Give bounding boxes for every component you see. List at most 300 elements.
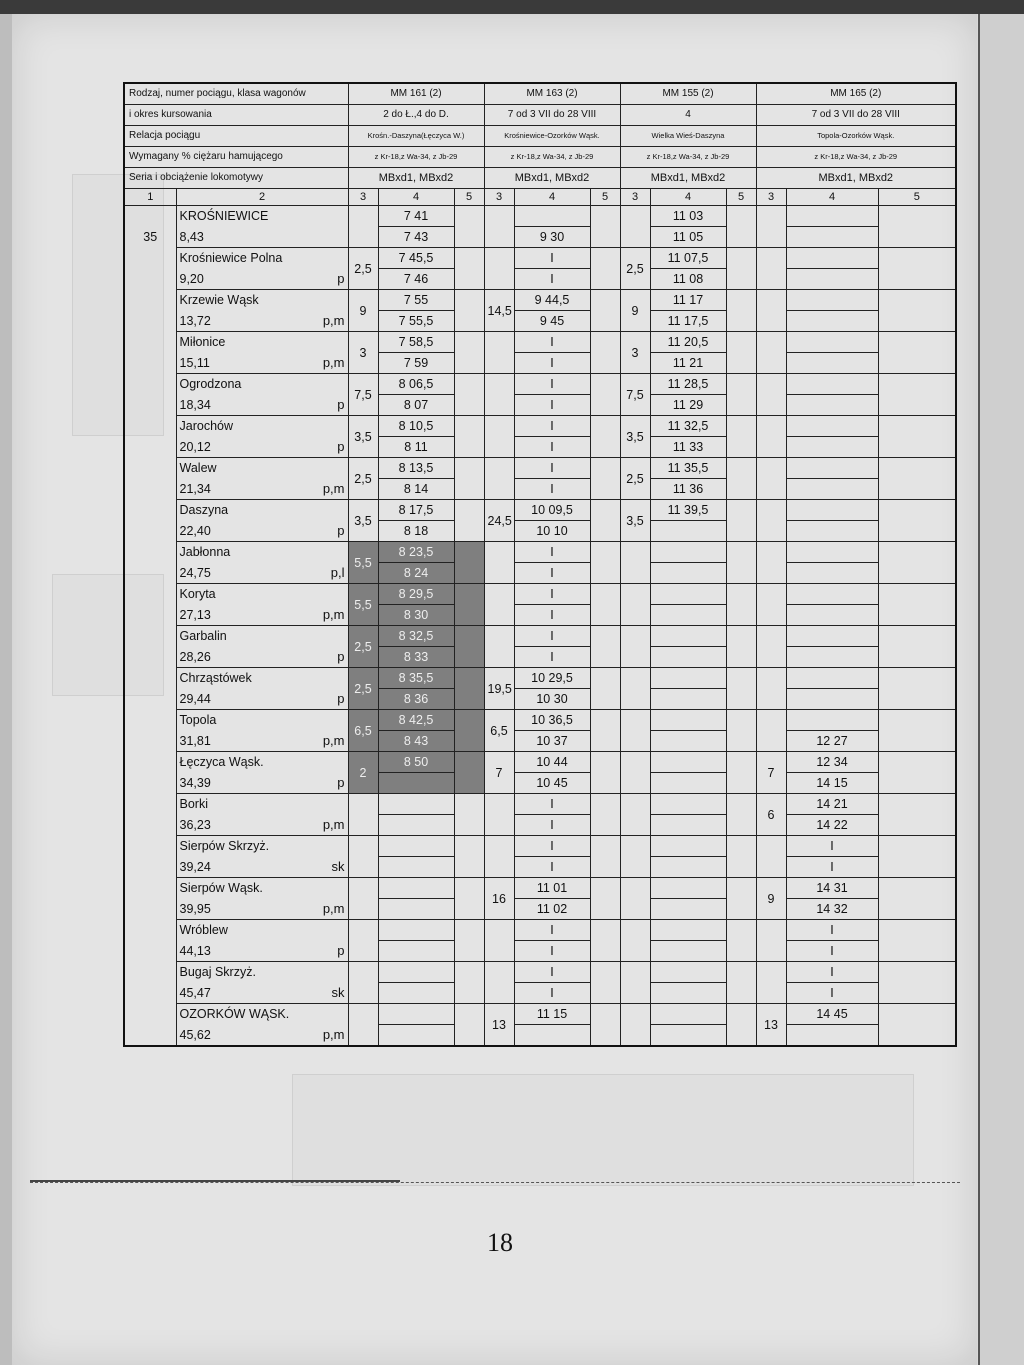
- header-label: Seria i obciążenie lokomotywy: [124, 168, 348, 189]
- remarks-cell: [878, 752, 956, 794]
- station-name: Walew: [176, 458, 348, 479]
- line-number-cell: [124, 626, 176, 647]
- line-number-cell: [124, 248, 176, 269]
- run-time: 13: [756, 1004, 786, 1047]
- table-row: [124, 1004, 956, 1025]
- station-km-value: 27,13: [179, 607, 211, 622]
- run-time: [620, 1004, 650, 1047]
- header-row: [124, 126, 956, 147]
- run-time: 14,5: [484, 290, 514, 332]
- arrival-time: 9 44,5: [514, 290, 590, 311]
- arrival-time: [378, 794, 454, 815]
- remarks-cell: [590, 710, 620, 752]
- scan-top-edge: [0, 0, 1024, 14]
- departure-time: [786, 227, 878, 248]
- departure-time: 10 37: [514, 731, 590, 752]
- remarks-cell: [878, 332, 956, 374]
- arrival-time: 11 32,5: [650, 416, 726, 437]
- station-name: Miłonice: [176, 332, 348, 353]
- run-time: [620, 668, 650, 710]
- line-number-cell: [124, 374, 176, 395]
- departure-time: [650, 857, 726, 878]
- arrival-time: [650, 668, 726, 689]
- arrival-time: [650, 878, 726, 899]
- remarks-cell: [590, 794, 620, 836]
- station-name: Jabłonna: [176, 542, 348, 563]
- arrival-time: [650, 584, 726, 605]
- station-km: [176, 647, 348, 668]
- line-number-cell: [124, 899, 176, 920]
- line-number-cell: [124, 1004, 176, 1025]
- remarks-cell: [590, 962, 620, 1004]
- remarks-cell: [590, 290, 620, 332]
- station-km: [176, 857, 348, 878]
- remarks-cell: [590, 752, 620, 794]
- departure-time: I: [514, 605, 590, 626]
- table-row: [124, 773, 956, 794]
- station-km-value: 44,13: [179, 943, 211, 958]
- arrival-time: 10 09,5: [514, 500, 590, 521]
- train-name: MM 165 (2): [756, 83, 956, 105]
- station-type: p,m: [322, 354, 345, 370]
- remarks-cell: [726, 458, 756, 500]
- remarks-cell: [726, 752, 756, 794]
- table-row: [124, 374, 956, 395]
- departure-time: [786, 689, 878, 710]
- station-type: sk: [331, 858, 345, 874]
- station-km: [176, 605, 348, 626]
- arrival-time: [514, 206, 590, 227]
- run-time: [756, 332, 786, 374]
- arrival-time: [378, 920, 454, 941]
- line-number-cell: [124, 836, 176, 857]
- departure-time: 8 30: [378, 605, 454, 626]
- line-number-cell: [124, 563, 176, 584]
- page-number: 18: [487, 1228, 513, 1257]
- run-time: 19,5: [484, 668, 514, 710]
- header-label: i okres kursowania: [124, 105, 348, 126]
- departure-time: I: [514, 857, 590, 878]
- station-name: Wróblew: [176, 920, 348, 941]
- table-row: [124, 311, 956, 332]
- departure-time: 8 43: [378, 731, 454, 752]
- remarks-cell: [590, 374, 620, 416]
- arrival-time: [786, 458, 878, 479]
- run-time: [348, 920, 378, 962]
- departure-time: I: [786, 857, 878, 878]
- line-number-cell: [124, 752, 176, 773]
- line-number-cell: [124, 1025, 176, 1047]
- table-row: [124, 332, 956, 353]
- remarks-cell: [726, 626, 756, 668]
- arrival-time: I: [514, 458, 590, 479]
- train-relation: Krośn.-Daszyna(Łęczyca W.): [348, 126, 484, 147]
- arrival-time: [650, 962, 726, 983]
- station-name: Garbalin: [176, 626, 348, 647]
- departure-time: 9 30: [514, 227, 590, 248]
- departure-time: [650, 605, 726, 626]
- arrival-time: I: [514, 248, 590, 269]
- run-time: [484, 584, 514, 626]
- remarks-cell: [590, 416, 620, 458]
- remarks-cell: [454, 332, 484, 374]
- arrival-time: 7 45,5: [378, 248, 454, 269]
- run-time: [756, 458, 786, 500]
- run-time: [756, 962, 786, 1004]
- column-number: 4: [378, 189, 454, 206]
- line-number-cell: [124, 290, 176, 311]
- remarks-cell: [454, 290, 484, 332]
- arrival-time: 8 32,5: [378, 626, 454, 647]
- arrival-time: 14 45: [786, 1004, 878, 1025]
- departure-time: 8 18: [378, 521, 454, 542]
- table-row: [124, 248, 956, 269]
- station-km-value: 22,40: [179, 523, 211, 538]
- departure-time: 11 29: [650, 395, 726, 416]
- run-time: 2,5: [348, 626, 378, 668]
- table-row: [124, 206, 956, 227]
- station-name: Chrząstówek: [176, 668, 348, 689]
- line-number-cell: [124, 689, 176, 710]
- arrival-time: [786, 542, 878, 563]
- train-relation: Wielka Wieś-Daszyna: [620, 126, 756, 147]
- station-km-value: 36,23: [179, 817, 211, 832]
- remarks-cell: [454, 794, 484, 836]
- departure-time: [514, 1025, 590, 1047]
- line-number-cell: [124, 542, 176, 563]
- run-time: 7: [756, 752, 786, 794]
- departure-time: 11 21: [650, 353, 726, 374]
- arrival-time: [378, 878, 454, 899]
- run-time: [348, 1004, 378, 1047]
- departure-time: 8 33: [378, 647, 454, 668]
- station-km-value: 20,12: [179, 439, 211, 454]
- header-row: [124, 105, 956, 126]
- departure-time: [786, 437, 878, 458]
- scan-left-edge: [0, 14, 12, 1365]
- bleed-through: [292, 1074, 914, 1186]
- run-time: [484, 920, 514, 962]
- table-row: [124, 857, 956, 878]
- station-km: [176, 689, 348, 710]
- arrival-time: I: [514, 374, 590, 395]
- line-number-cell: [124, 647, 176, 668]
- remarks-cell: [878, 248, 956, 290]
- run-time: [484, 542, 514, 584]
- line-number-cell: [124, 584, 176, 605]
- run-time: [756, 290, 786, 332]
- run-time: 2,5: [620, 458, 650, 500]
- remarks-cell: [454, 836, 484, 878]
- run-time: [484, 962, 514, 1004]
- arrival-time: I: [786, 836, 878, 857]
- run-time: [756, 416, 786, 458]
- remarks-cell: [590, 626, 620, 668]
- line-number-cell: [124, 311, 176, 332]
- table-row: [124, 353, 956, 374]
- arrival-time: [650, 794, 726, 815]
- remarks-cell: [878, 626, 956, 668]
- departure-time: I: [786, 983, 878, 1004]
- table-row: [124, 227, 956, 248]
- departure-time: 11 02: [514, 899, 590, 920]
- departure-time: [650, 983, 726, 1004]
- run-time: [348, 962, 378, 1004]
- arrival-time: 8 29,5: [378, 584, 454, 605]
- table-row: [124, 500, 956, 521]
- arrival-time: [786, 500, 878, 521]
- run-time: 6: [756, 794, 786, 836]
- arrival-time: 11 03: [650, 206, 726, 227]
- station-km-value: 31,81: [179, 733, 211, 748]
- column-number: 5: [454, 189, 484, 206]
- remarks-cell: [726, 500, 756, 542]
- run-time: [756, 836, 786, 878]
- run-time: 9: [348, 290, 378, 332]
- departure-time: 10 30: [514, 689, 590, 710]
- station-type: sk: [331, 984, 345, 1000]
- remarks-cell: [454, 500, 484, 542]
- run-time: 2,5: [348, 248, 378, 290]
- run-time: 6,5: [484, 710, 514, 752]
- train-brake: z Kr-18,z Wa-34, z Jb-29: [484, 147, 620, 168]
- line-number-cell: [124, 773, 176, 794]
- station-km: [176, 983, 348, 1004]
- station-type: p: [337, 942, 345, 958]
- table-row: [124, 941, 956, 962]
- remarks-cell: [878, 878, 956, 920]
- run-time: [348, 206, 378, 248]
- header-label: Wymagany % ciężaru hamującego: [124, 147, 348, 168]
- departure-time: 7 46: [378, 269, 454, 290]
- remarks-cell: [454, 458, 484, 500]
- arrival-time: 11 20,5: [650, 332, 726, 353]
- arrival-time: 11 39,5: [650, 500, 726, 521]
- station-name: Topola: [176, 710, 348, 731]
- line-number-cell: [124, 206, 176, 227]
- remarks-cell: [726, 920, 756, 962]
- station-km-value: 15,11: [179, 355, 210, 370]
- run-time: [620, 584, 650, 626]
- arrival-time: I: [786, 920, 878, 941]
- departure-time: [650, 563, 726, 584]
- station-km: [176, 563, 348, 584]
- remarks-cell: [454, 542, 484, 584]
- arrival-time: [378, 836, 454, 857]
- run-time: [484, 458, 514, 500]
- departure-time: [650, 689, 726, 710]
- timetable: [123, 82, 957, 1047]
- remarks-cell: [878, 374, 956, 416]
- station-km-value: 39,24: [179, 859, 211, 874]
- train-name: MM 161 (2): [348, 83, 484, 105]
- remarks-cell: [878, 962, 956, 1004]
- column-number: 4: [514, 189, 590, 206]
- remarks-cell: [590, 206, 620, 248]
- run-time: 2,5: [348, 458, 378, 500]
- arrival-time: 7 55: [378, 290, 454, 311]
- arrival-time: I: [514, 962, 590, 983]
- table-row: [124, 479, 956, 500]
- run-time: [620, 836, 650, 878]
- station-type: p: [337, 396, 345, 412]
- remarks-cell: [878, 416, 956, 458]
- arrival-time: 11 07,5: [650, 248, 726, 269]
- departure-time: 10 45: [514, 773, 590, 794]
- train-loco: MBxd1, MBxd2: [756, 168, 956, 189]
- header-label: Relacja pociągu: [124, 126, 348, 147]
- station-name: Krzewie Wąsk: [176, 290, 348, 311]
- line-number-cell: [124, 269, 176, 290]
- station-name: Sierpów Skrzyż.: [176, 836, 348, 857]
- arrival-time: I: [514, 416, 590, 437]
- departure-time: [786, 311, 878, 332]
- arrival-time: 10 36,5: [514, 710, 590, 731]
- table-row: [124, 584, 956, 605]
- station-name: Ogrodzona: [176, 374, 348, 395]
- arrival-time: 8 35,5: [378, 668, 454, 689]
- run-time: 16: [484, 878, 514, 920]
- run-time: 9: [620, 290, 650, 332]
- station-km-value: 13,72: [179, 313, 211, 328]
- arrival-time: 12 34: [786, 752, 878, 773]
- departure-time: 14 15: [786, 773, 878, 794]
- arrival-time: I: [514, 836, 590, 857]
- column-number: 3: [756, 189, 786, 206]
- station-km-value: 8,43: [179, 229, 204, 244]
- departure-time: [378, 899, 454, 920]
- station-name: Koryta: [176, 584, 348, 605]
- departure-time: [378, 857, 454, 878]
- arrival-time: I: [514, 542, 590, 563]
- departure-time: [650, 521, 726, 542]
- departure-time: I: [786, 941, 878, 962]
- table-row: [124, 794, 956, 815]
- station-km-value: 24,75: [179, 565, 211, 580]
- station-km: [176, 269, 348, 290]
- departure-time: [650, 899, 726, 920]
- run-time: 3: [348, 332, 378, 374]
- station-km-value: 21,34: [179, 481, 211, 496]
- arrival-time: I: [514, 626, 590, 647]
- remarks-cell: [878, 500, 956, 542]
- run-time: [484, 794, 514, 836]
- run-time: 3: [620, 332, 650, 374]
- column-number: 3: [484, 189, 514, 206]
- remarks-cell: [726, 542, 756, 584]
- departure-time: [786, 269, 878, 290]
- remarks-cell: [878, 206, 956, 248]
- table-row: [124, 626, 956, 647]
- departure-time: I: [514, 479, 590, 500]
- station-km: [176, 395, 348, 416]
- adjacent-page-edge: [978, 14, 1024, 1365]
- train-relation: Krośniewice-Ozorków Wąsk.: [484, 126, 620, 147]
- train-period: 7 od 3 VII do 28 VIII: [756, 105, 956, 126]
- departure-time: [650, 731, 726, 752]
- line-number-cell: [124, 479, 176, 500]
- departure-time: [786, 479, 878, 500]
- station-km: [176, 227, 348, 248]
- station-km: [176, 437, 348, 458]
- remarks-cell: [878, 668, 956, 710]
- remarks-cell: [726, 878, 756, 920]
- footer-dashed-rule: [30, 1182, 960, 1183]
- train-period: 4: [620, 105, 756, 126]
- line-number-cell: [124, 920, 176, 941]
- arrival-time: [650, 710, 726, 731]
- remarks-cell: [878, 1004, 956, 1047]
- run-time: [484, 626, 514, 668]
- station-km-value: 39,95: [179, 901, 211, 916]
- station-km: [176, 353, 348, 374]
- departure-time: [650, 815, 726, 836]
- arrival-time: [786, 374, 878, 395]
- arrival-time: 7 41: [378, 206, 454, 227]
- run-time: [484, 248, 514, 290]
- departure-time: [786, 1025, 878, 1047]
- remarks-cell: [590, 500, 620, 542]
- line-number-cell: [124, 878, 176, 899]
- run-time: [620, 626, 650, 668]
- departure-time: [786, 563, 878, 584]
- remarks-cell: [590, 458, 620, 500]
- arrival-time: [650, 542, 726, 563]
- remarks-cell: [590, 878, 620, 920]
- departure-time: I: [514, 395, 590, 416]
- arrival-time: [786, 248, 878, 269]
- run-time: 13: [484, 1004, 514, 1047]
- run-time: [620, 206, 650, 248]
- line-number-cell: [124, 458, 176, 479]
- remarks-cell: [454, 920, 484, 962]
- remarks-cell: [878, 542, 956, 584]
- station-type: p,m: [322, 606, 345, 622]
- remarks-cell: [878, 794, 956, 836]
- run-time: [756, 542, 786, 584]
- run-time: [484, 416, 514, 458]
- arrival-time: 7 58,5: [378, 332, 454, 353]
- line-number-cell: [124, 395, 176, 416]
- arrival-time: 10 44: [514, 752, 590, 773]
- arrival-time: [786, 206, 878, 227]
- departure-time: 10 10: [514, 521, 590, 542]
- arrival-time: 8 42,5: [378, 710, 454, 731]
- run-time: 5,5: [348, 584, 378, 626]
- train-period: 7 od 3 VII do 28 VIII: [484, 105, 620, 126]
- arrival-time: 8 10,5: [378, 416, 454, 437]
- train-name: MM 155 (2): [620, 83, 756, 105]
- departure-time: 8 24: [378, 563, 454, 584]
- arrival-time: [786, 290, 878, 311]
- station-km-value: 9,20: [179, 271, 204, 286]
- station-km-value: 45,47: [179, 985, 211, 1000]
- train-loco: MBxd1, MBxd2: [484, 168, 620, 189]
- remarks-cell: [726, 374, 756, 416]
- arrival-time: [650, 920, 726, 941]
- departure-time: [786, 521, 878, 542]
- run-time: [756, 920, 786, 962]
- departure-time: 8 11: [378, 437, 454, 458]
- remarks-cell: [590, 248, 620, 290]
- departure-time: I: [514, 563, 590, 584]
- departure-time: 8 07: [378, 395, 454, 416]
- departure-time: 7 59: [378, 353, 454, 374]
- run-time: 3,5: [348, 416, 378, 458]
- run-time: 7,5: [348, 374, 378, 416]
- table-row: [124, 899, 956, 920]
- departure-time: 7 43: [378, 227, 454, 248]
